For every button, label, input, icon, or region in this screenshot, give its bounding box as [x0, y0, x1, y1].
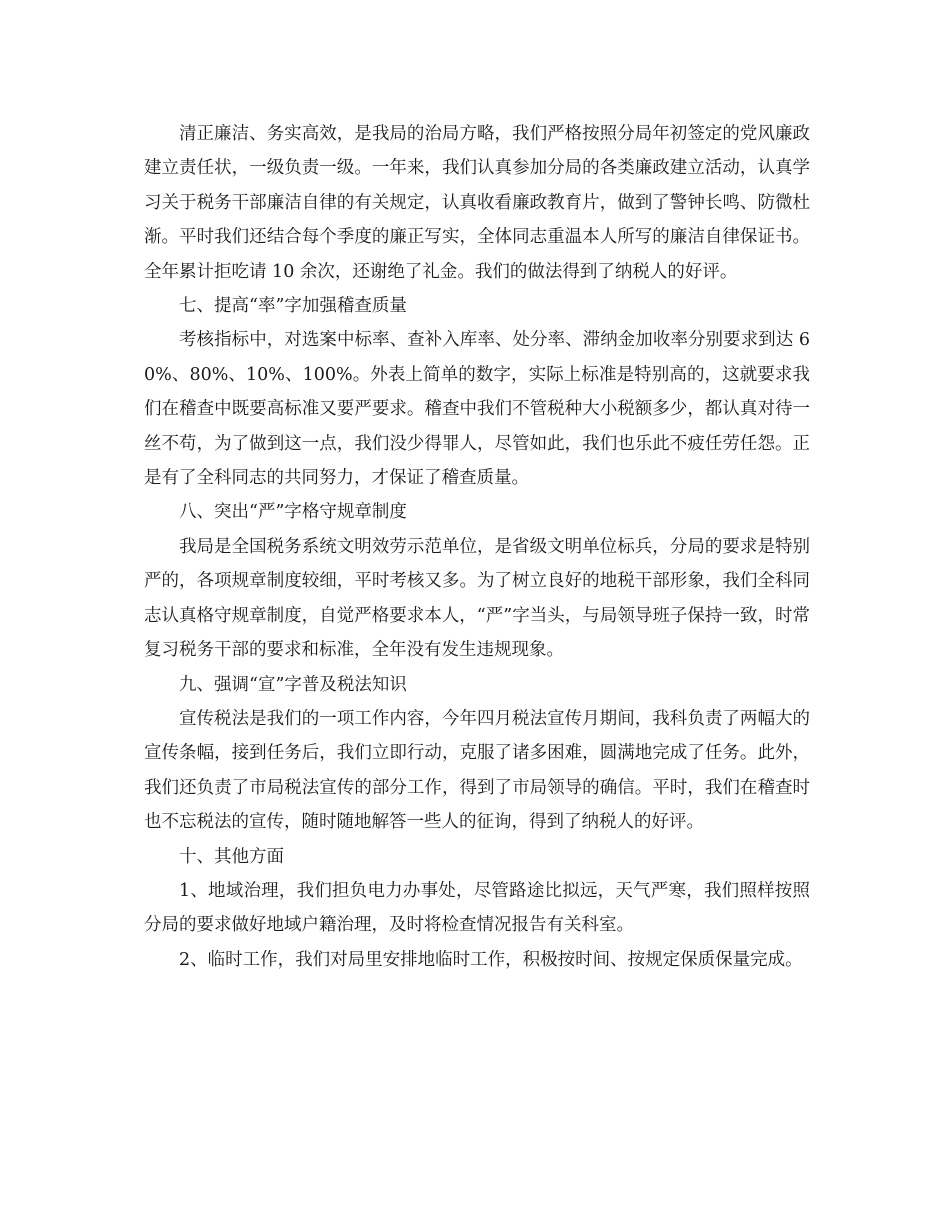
section-heading-9: 九、强调“宣”字普及税法知识 [179, 674, 407, 695]
paragraph-regional-governance: 1、地域治理，我们担负电力办事处，尽管路途比拟远，天气严寒，我们照样按照分局的要求做好地域户籍治理，及时将检查情况报告有关科室。 [144, 880, 810, 936]
paragraph-tax-publicity: 宣传税法是我们的一项工作内容，今年四月税法宣传月期间，我科负责了两幅大的宣传条幅，接到任务后，我们立即行动，克服了诸多困难，圆满地完成了任务。此外，我们还负责了市局税法宣传的部分工作，得到了市局领导的确信。平时，我们在稽查时也不忘税法的宣传，随时随地解答一些人的征询，得到了纳税人的好评。 [144, 708, 810, 833]
paragraph-inspection-quality: 考核指标中，对选案中标率、查补入库率、处分率、滞纳金加收率分别要求到达 60%、80%、10%、100%。外表上简单的数字，实际上标准是特别高的，这就要求我们在稽查中既要高标准又要严要求。稽查中我们不管税种大小税额多少，都认真对待一丝不苟，为了做到这一点，我们没少得罪人，尽管如此，我们也乐此不疲任劳任怨。正是有了全科同志的共同努力，才保证了稽查质量。 [144, 330, 810, 489]
paragraph-temporary-work: 2、临时工作，我们对局里安排地临时工作，积极按时间、按规定保质保量完成。 [179, 949, 803, 970]
paragraph-regulations: 我局是全国税务系统文明效劳示范单位，是省级文明单位标兵，分局的要求是特别严的，各项规章制度较细，平时考核又多。为了树立良好的地税干部形象，我们全科同志认真格守规章制度，自觉严格要求本人，“严”字当头，与局领导班子保持一致，时常复习税务干部的要求和标准，全年没有发生违规现象。 [144, 536, 810, 661]
paragraph-integrity: 清正廉洁、务实高效，是我局的治局方略，我们严格按照分局年初签定的党风廉政建立责任状，一级负责一级。一年来，我们认真参加分局的各类廉政建立活动，认真学习关于税务干部廉洁自律的有关规定，认真收看廉政教育片，做到了警钟长鸣、防微杜渐。平时我们还结合每个季度的廉正写实，全体同志重温本人所写的廉洁自律保证书。全年累计拒吃请 10 余次，还谢绝了礼金。我们的做法得到了纳税人的好评。 [144, 124, 810, 282]
document-body [144, 117, 810, 977]
section-heading-10: 十、其他方面 [179, 846, 284, 867]
section-heading-8: 八、突出“严”字格守规章制度 [179, 502, 407, 523]
section-heading-7: 七、提高“率”字加强稽查质量 [179, 296, 407, 317]
